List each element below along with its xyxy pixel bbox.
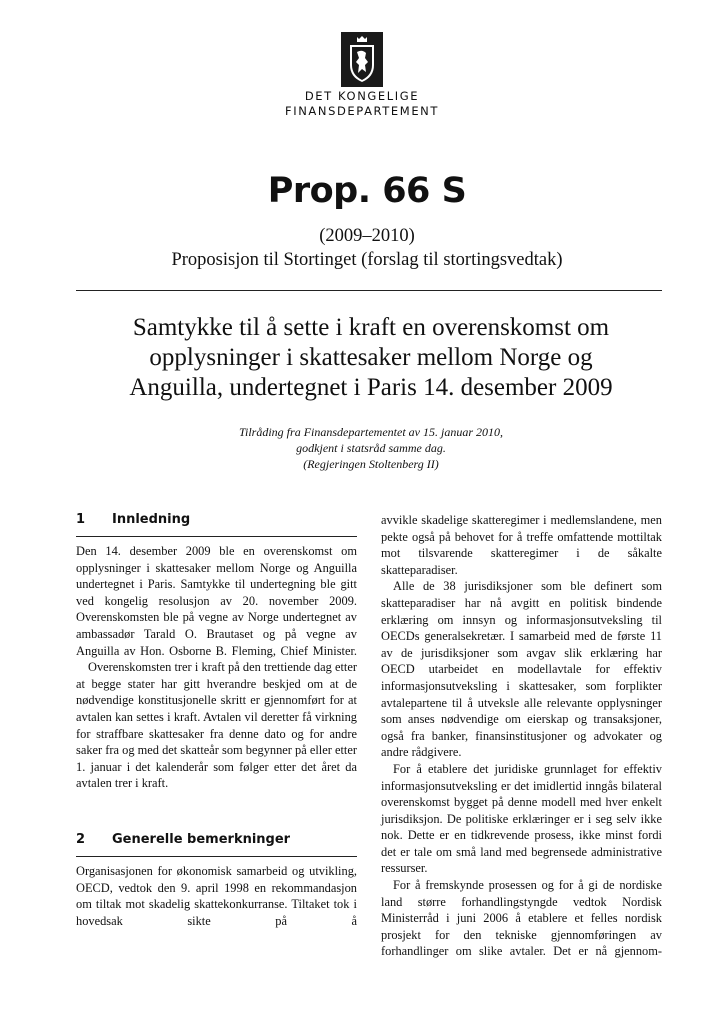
paragraph: For å fremskynde prosessen og for å gi de nordiske land større forhandlingstyngde vedtok Nordisk Ministerråd i juni 2006 å etablere et felles nordisk prosjekt for den tekniske gjennomføringen av forhandlinger om slike avtaler. Det er nå gjennom- — [381, 878, 662, 959]
paragraph: Den 14. desember 2009 ble en overenskomst om opplysninger i skattesaker mellom Norge og Anguilla undertegnet i Paris. Samtykke til undertegning ble gitt ved kongelig resolusjon av 20. november 2009. Overenskomsten ble på vegne av Norge undertegnet av ambassadør Tarald O. Brautaset og på vegne av Anguilla av Hon. Osborne B. Fleming, Chief Minister. — [76, 544, 357, 658]
section-heading-1 — [76, 512, 357, 528]
ministry-name-line2: FINANSDEPARTEMENT — [284, 104, 440, 118]
section-title: Innledning — [112, 512, 191, 527]
section-number: 2 — [76, 831, 86, 847]
document-title — [76, 313, 666, 403]
session-years: (2009–2010) — [319, 226, 415, 246]
title-divider — [76, 290, 662, 291]
section-number: 1 — [76, 512, 86, 527]
document-title-line: Samtykke til å sette i kraft en overenskomst om — [132, 314, 610, 341]
section-divider — [76, 856, 357, 857]
section-heading-2 — [76, 832, 357, 848]
document-title-line: opplysninger i skattesaker mellom Norge og — [149, 344, 593, 371]
paragraph: For å etablere det juridiske grunnlaget for effektiv informasjonsutveksling er det imidlertid inngås bilateral overenskomst bygget på denne modell med hver enkelt jurisdiksjon. De politiske erklæringer er i seg selv ikke nok. Dette er en tidkrevende prosess, ikke minst fordi det er tale om små land med begrensede administrative ressurser. — [381, 761, 662, 876]
paragraph: Organisasjonen for økonomisk samarbeid og utvikling, OECD, vedtok den 9. april 1998 en rekommandasjon om tiltak mot skadelig skattekonkurranse. Tiltaket tok i hovedsak sikte på å — [76, 863, 357, 928]
paragraph: Alle de 38 jurisdiksjoner som ble definert som skatteparadiser har nå avgitt en politisk bindende erklæring om innsyn og informasjonsutveksling til OECDs generalsekretær. I samarbeid med de første 11 av de jurisdiksjoner som avgav slik erklæring har OECD utarbeidet en modellavtale for effektiv informasjonsutveksling i skattesaker, som forplikter avtalepartene til å utveksle alle relevante opplysninger som anses nødvendige om eierskap og transaksjoner, også fra banker, finansinstitusjoner og advokater og andre rådgivere. — [381, 579, 662, 760]
section-title: Generelle bemerkninger — [112, 831, 291, 847]
recommendation-info — [76, 424, 666, 472]
approval-line: godkjent i statsråd samme dag. — [296, 441, 446, 455]
right-column — [381, 512, 662, 960]
royal-coat-of-arms-icon — [341, 32, 383, 87]
recommendation-line: Tilråding fra Finansdepartementet av 15. januar 2010, — [239, 425, 503, 439]
left-column — [76, 512, 357, 929]
paragraph: Overenskomsten trer i kraft på den trettiende dag etter at begge stater har gitt hverandre beskjed om at de nødvendige konstitusjonelle skritt er gjennomført for at avtalen kan settes i kraft. Avtalen vil deretter få virkning for straffbare skattesaker fra denne dato og for andre saker fra og med det skatteår som begynner på eller etter 1. januar i det kalenderår som følger etter det året da avtalen trer i kraft. — [76, 660, 357, 791]
paragraph: avvikle skadelige skatteregimer i medlemslandene, men pekte også på behovet for å treffe omfattende mottiltak mot tilsvarende skatteregimer i de såkalte skatteparadiser. — [381, 513, 662, 577]
proposition-subtitle: Proposisjon til Stortinget (forslag til stortingsvedtak) — [171, 250, 563, 270]
proposition-number: Prop. 66 S — [267, 171, 467, 211]
government-line: (Regjeringen Stoltenberg II) — [303, 457, 439, 471]
ministry-name-line1: DET KONGELIGE — [304, 89, 420, 103]
section-divider — [76, 536, 357, 537]
document-title-line: Anguilla, undertegnet i Paris 14. desember 2009 — [129, 374, 613, 401]
